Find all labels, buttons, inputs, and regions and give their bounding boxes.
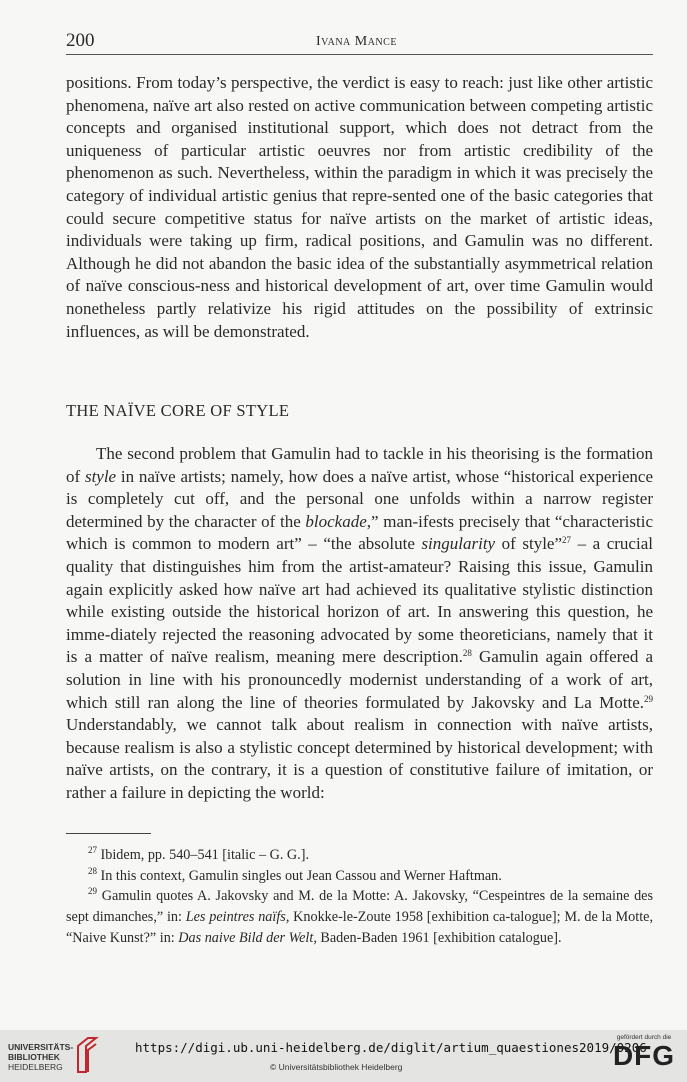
footnote: $^{28}$ In this context, Gamulin singles out Jean Cassou and Werner Haftman. bbox=[88, 866, 502, 884]
dfg-logo[interactable]: gefördert durch die DFG bbox=[612, 1034, 676, 1071]
footnote: $^{27}$ Ibidem, pp. 540–541 [italic – G. G.]. bbox=[88, 845, 309, 863]
running-head-author: Ivana Mance bbox=[316, 34, 397, 49]
footnote-ref: 29 bbox=[644, 693, 653, 704]
body-paragraph: The second problem that Gamulin had to tackle in his theorising is the formation of style in naïve artists; namely, how does a naïve artist, whose “historical experience is completely cut off, and the personal one unfolds within a narrow register determined by the character of the blockade,” man-ifests precisely that “characteristic which is common to modern art” – “the absolute singularity of style”$^{27}$ – a crucial quality that distinguishes him from the artist-amateur? Raising this issue, Gamulin again explicitly asked how naïve art had achieved its qualitative stylistic distinction while existing outside the historical horizon of art. In answering this question, he imme-diately rejected the reasoning advocated by some theoreticians, namely that it is a matter of naïve realism, meaning mere description.$^{28}$ Gamulin again offered a solution in line with his pronouncedly modernist understanding of a work of art, which still ran along the line of theories formulated by Jakovsky and La Motte.$^{29}$ Understandably, we cannot talk about realism in connection with naïve artists, because realism is also a stylistic concept determined by historical development; with naïve artists, on the contrary, it is a question of constitutive failure of imitation, or rather a failure in depicting the world: bbox=[66, 444, 654, 802]
library-emblem-icon bbox=[74, 1036, 100, 1074]
footnote-ref: 27 bbox=[562, 535, 572, 546]
permalink-url[interactable]: https://digi.ub.uni-heidelberg.de/diglit/artium_quaestiones2019/0206 bbox=[135, 1040, 647, 1055]
footnote: $^{29}$ Gamulin quotes A. Jakovsky and M. de la Motte: A. Jakovsky, “Cespeintres de la semaine des sept dimanches,” in: Les peintres naïfs, Knokke-le-Zoute 1958 [exhibition ca-talogue]; M. de la Motte, “Naive Kunst?” in: Das naive Bild der Welt, Baden-Baden 1961 [exhibition catalogue]. bbox=[66, 886, 653, 946]
running-header bbox=[66, 30, 653, 55]
body-paragraph: positions. From today’s perspective, the verdict is easy to reach: just like other artistic phenomena, naïve art also rested on active communication between competing artistic concepts and organised institutional support, which does not detract from the uniqueness of particular artistic oeuvres nor from artistic credibility of the phenomenon as such. Nevertheless, within the paradigm in which it was precisely the category of individual artistic genius that repre-sented one of the basic categories that could secure competitive status for naïve artists on the market of artistic ideas, individuals were taking up firm, radical positions, and Gamulin was no different. Although he did not abandon the basic idea of the substantially asymmetrical relation of naïve conscious-ness and historical development of art, over time Gamulin would nonetheless partly relativize his rigid attitudes on the possibility of extrinsic influences, as will be demonstrated. bbox=[66, 73, 653, 341]
digitization-footer bbox=[0, 1030, 687, 1082]
page-number: 200 bbox=[66, 30, 95, 51]
footnote-separator bbox=[66, 833, 151, 834]
section-heading: THE NAÏVE CORE OF STYLE bbox=[66, 401, 290, 420]
copyright-notice: © Universitätsbibliothek Heidelberg bbox=[270, 1062, 403, 1072]
library-logo[interactable]: UNIVERSITÄTS- BIBLIOTHEK HEIDELBERG bbox=[8, 1036, 98, 1078]
footnote-ref: 28 bbox=[462, 648, 472, 659]
